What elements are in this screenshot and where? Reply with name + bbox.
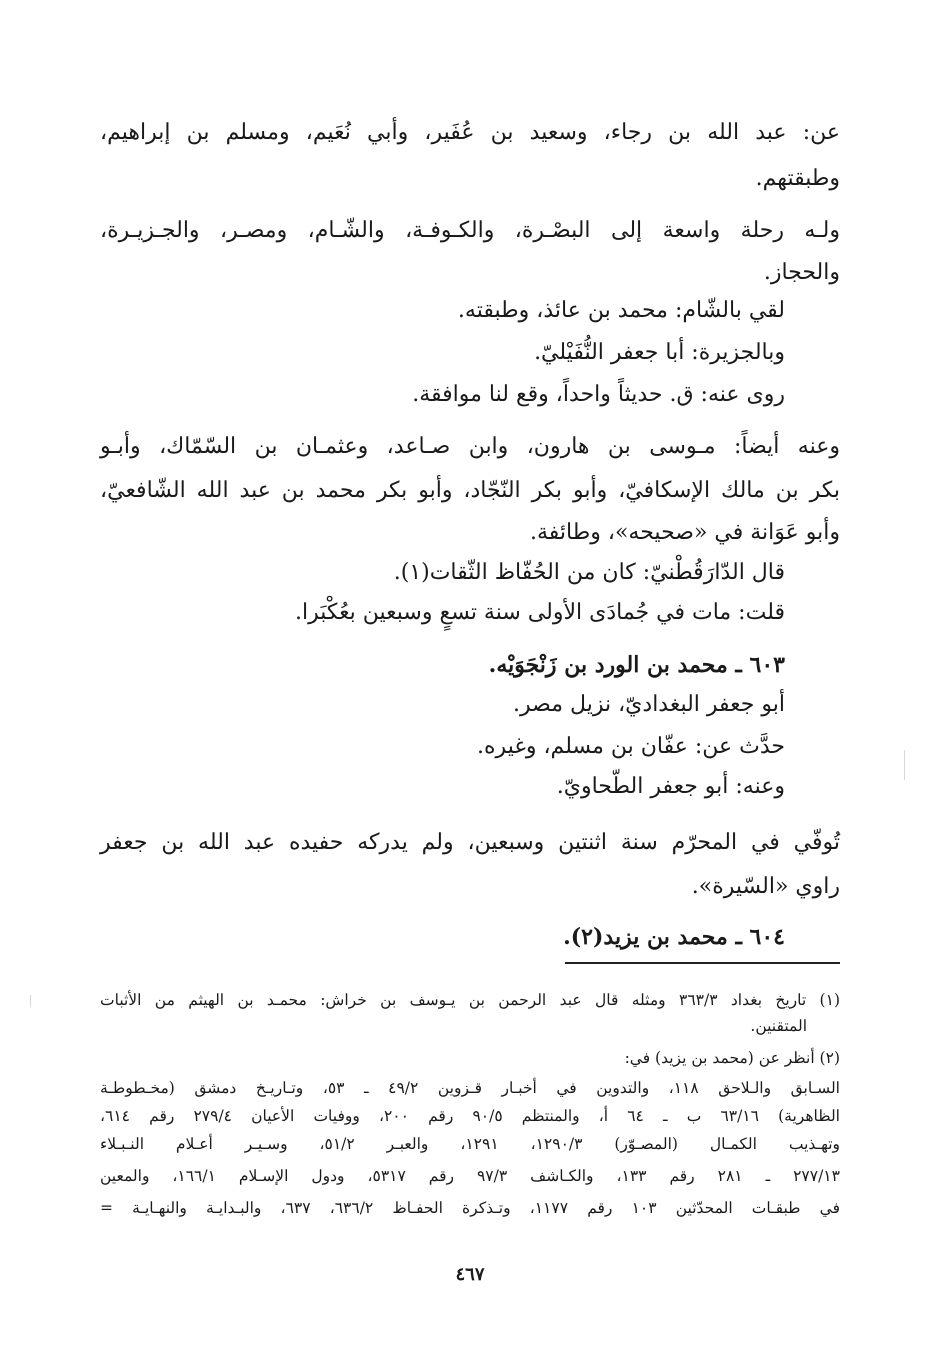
footnote-line: المتقنين. [750, 1017, 807, 1035]
scan-artifact [30, 995, 31, 1007]
footnote-line: ٢٧٧/١٣ ـ ٢٨١ رقم ١٣٣، والكـاشف ٩٧/٣ رقم ٥٣١٧، ودول الإسـلام ١٦٦/١، والمعين [100, 1167, 840, 1185]
body-line: قال الدّارَقُطْنيّ: كان من الحُفّاظ الثّقات(١). [393, 560, 785, 585]
body-line: حدَّث عن: عفّان بن مسلم، وغيره. [477, 734, 785, 759]
body-line: عن: عبد الله بن رجاء، وسعيد بن عُفَير، وأبي نُعَيم، ومسلم بن إبراهيم، [100, 120, 840, 145]
body-line: وبالجزيرة: أبا جعفر النُّفَيْليّ. [534, 340, 785, 365]
entry-heading-603: ٦٠٣ ـ محمد بن الورد بن زَنْجَوَيْه. [488, 652, 785, 678]
footnote-line: (٢) أنظر عن (محمد بن يزيد) في: [624, 1049, 840, 1067]
body-line: لقي بالشّام: محمد بن عائذ، وطبقته. [457, 298, 785, 323]
body-line: بكر بن مالك الإسكافيّ، وأبو بكر النّجّاد، وأبو بكر محمد بن عبد الله الشّافعيّ، [100, 478, 840, 503]
body-line: أبو جعفر البغداديّ، نزيل مصر. [513, 692, 785, 717]
scan-artifact [904, 750, 905, 780]
entry-heading-604: ٦٠٤ ـ محمد بن يزيد(٢). [563, 924, 785, 950]
footnote-line: السـابق والـلاحق ١١٨، والتدوين في أخبـار قـزوين ٤٩/٢ ـ ٥٣، وتـاريـخ دمشق (مخـطوطـة [100, 1079, 840, 1097]
body-line: ولـه رحلة واسعة إلى البصْـرة، والكـوفـة، والشّـام، ومصـر، والجـزيـرة، [100, 218, 840, 243]
body-line: راوي «السّيرة». [691, 874, 840, 899]
body-line: تُوفّي في المحرّم سنة اثنتين وسبعين، ولم يدركه حفيده عبد الله بن جعفر [100, 830, 840, 855]
footnote-line: (١) تاريخ بغداد ٣٦٣/٣ ومثله قال عبد الرحمن بن يـوسف بن خراش: محمـد بن الهيثم من الأثبات [100, 991, 840, 1009]
footnote-separator [565, 962, 840, 964]
body-line: قلت: مات في جُمادَى الأولى سنة تسعٍ وسبعين بعُكْبَرا. [295, 600, 785, 625]
body-line: روى عنه: ق. حديثاً واحداً، وقع لنا موافقة. [412, 382, 785, 407]
footnote-line: الظاهرية) ٦٣/١٦ ب ـ ٦٤ أ، والمنتظم ٩٠/٥ رقم ٢٠٠، ووفيات الأعيان ٢٧٩/٤ رقم ٦١٤، [100, 1107, 840, 1125]
body-line: وعنه أيضاً: مـوسى بن هارون، وابن صـاعد، وعثمـان بن السّمّاك، وأبـو [100, 434, 840, 459]
body-line: وأبو عَوَانة في «صحيحه»، وطائفة. [530, 520, 840, 545]
body-line: وعنه: أبو جعفر الطّحاويّ. [556, 774, 785, 799]
body-line: والحجاز. [763, 260, 840, 285]
footnote-line: وتهـذيب الكمـال (المصـوّر) ١٢٩٠/٣، ١٢٩١، والعبـر ٥١/٢، وسـيـر أعـلام النـبـلاء [100, 1135, 841, 1153]
body-line: وطبقتهم. [755, 166, 840, 191]
footnote-line: في طبقـات المحدّثين ١٠٣ رقم ١١٧٧، وتـذكرة الحفـاظ ٦٣٦/٢، ٦٣٧، والبـدايـة والنهـايـة = [100, 1199, 840, 1217]
page-number: ٤٦٧ [455, 1264, 485, 1285]
